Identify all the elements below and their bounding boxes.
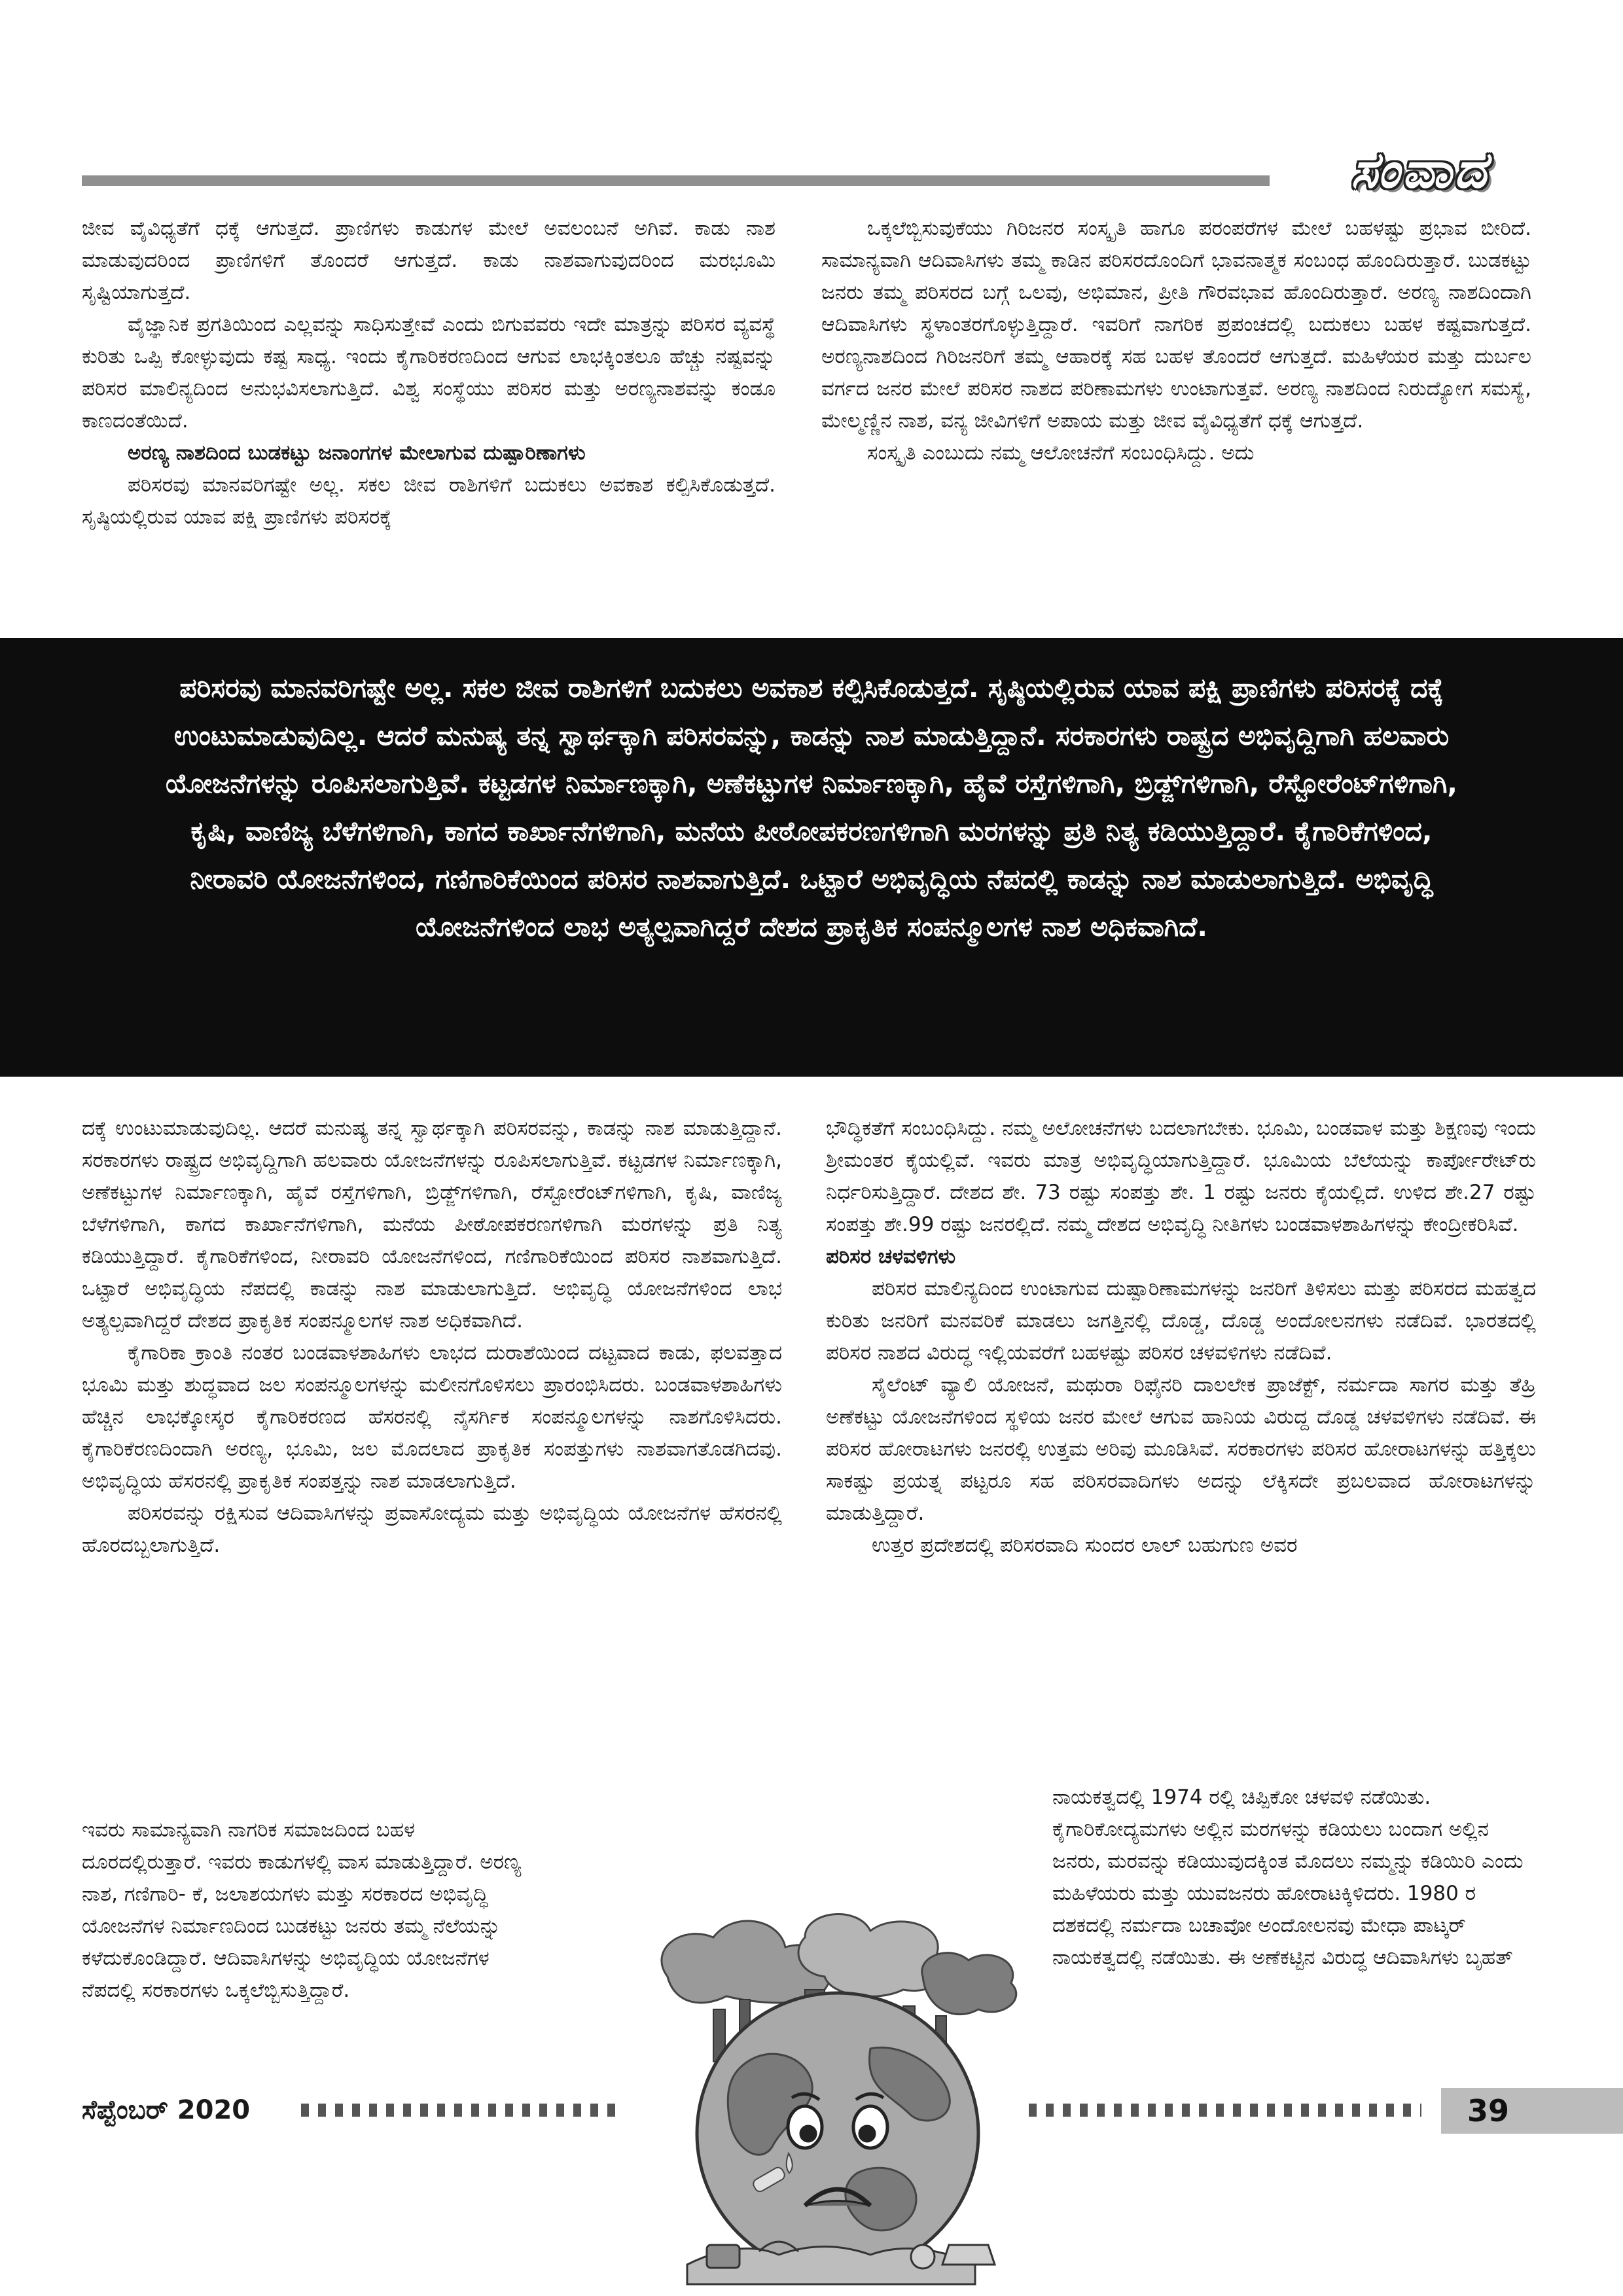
paragraph: ಸಂಸ್ಕೃತಿ ಎಂಬುದು ನಮ್ಮ ಆಲೋಚನೆಗೆ ಸಂಬಂಧಿಸಿದ್ದು. ಅದು: [867, 441, 1255, 465]
bottom-right-narrow-column: [1052, 1782, 1531, 1974]
polluted-earth-illustration: [609, 1898, 1067, 2291]
page-number: 39: [1467, 2093, 1510, 2128]
bottom-left-narrow-column: [82, 1814, 533, 2007]
pull-quote-text: ಪರಿಸರವು ಮಾನವರಿಗಷ್ಟೇ ಅಲ್ಲ. ಸಕಲ ಜೀವ ರಾಶಿಗಳಿಗೆ ಬದುಕಲು ಅವಕಾಶ ಕಲ್ಪಿಸಿಕೊಡುತ್ತದೆ. ಸೃಷ್ಠಿಯಲ್ಲಿರುವ ಯಾವ ಪಕ್ಷಿ ಪ್ರಾಣಿಗಳು ಪರಿಸರಕ್ಕೆ ದಕ್ಕೆ ಉಂಟುಮಾಡುವುದಿಲ್ಲ. ಆದರೆ ಮನುಷ್ಯ ತನ್ನ ಸ್ವಾರ್ಥಕ್ಕಾಗಿ ಪರಿಸರವನ್ನು, ಕಾಡನ್ನು ನಾಶ ಮಾಡುತ್ತಿದ್ದಾನೆ. ಸರಕಾರಗಳು ರಾಷ್ಟ್ರದ ಅಭಿವೃದ್ದಿಗಾಗಿ ಹಲವಾರು ಯೋಜನೆಗಳನ್ನು ರೂಪಿಸಲಾಗುತ್ತಿವೆ. ಕಟ್ಟಡಗಳ ನಿರ್ಮಾಣಕ್ಕಾಗಿ, ಅಣೆಕಟ್ಟುಗಳ ನಿರ್ಮಾಣಕ್ಕಾಗಿ, ಹೈವೆ ರಸ್ತೆಗಳಿಗಾಗಿ, ಬ್ರಿಡ್ಜ್‌ಗಳಿಗಾಗಿ, ರೆಸ್ಟೋರೆಂಟ್‌ಗಳಿಗಾಗಿ, ಕೃಷಿ, ವಾಣಿಜ್ಯ ಬೆಳೆಗಳಿಗಾಗಿ, ಕಾಗದ ಕಾರ್ಖಾನೆಗಳಿಗಾಗಿ, ಮನೆಯ ಪೀಠೋಪಕರಣಗಳಿಗಾಗಿ ಮರಗಳನ್ನು ಪ್ರತಿ ನಿತ್ಯ ಕಡಿಯುತ್ತಿದ್ದಾರೆ. ಕೈಗಾರಿಕೆಗಳಿಂದ, ನೀರಾವರಿ ಯೋಜನೆಗಳಿಂದ, ಗಣಿಗಾರಿಕೆಯಿಂದ ಪರಿಸರ ನಾಶವಾಗುತ್ತಿದೆ. ಒಟ್ಟಾರೆ ಅಭಿವೃದ್ಧಿಯ ನೆಪದಲ್ಲಿ ಕಾಡನ್ನು ನಾಶ ಮಾಡುಲಾಗುತ್ತಿದೆ. ಅಭಿವೃದ್ಧಿ ಯೋಜನೆಗಳಿಂದ ಲಾಭ ಅತ್ಯಲ್ಪವಾಗಿದ್ದರೆ ದೇಶದ ಪ್ರಾಕೃತಿಕ ಸಂಪನ್ಮೂಲಗಳ ನಾಶ ಅಧಿಕವಾಗಿದೆ.: [166, 672, 1457, 942]
paragraph: ಕೈಗಾರಿಕಾ ಕ್ರಾಂತಿ ನಂತರ ಬಂಡವಾಳಶಾಹಿಗಳು ಲಾಭದ ದುರಾಶೆಯಿಂದ ದಟ್ಟವಾದ ಕಾಡು, ಫಲವತ್ತಾದ ಭೂಮಿ ಮತ್ತು ಶುದ್ಧವಾದ ಜಲ ಸಂಪನ್ಮೂಲಗಳನ್ನು ಮಲೀನಗೊಳಿಸಲು ಪ್ರಾರಂಭಿಸಿದರು. ಬಂಡವಾಳಶಾಹಿಗಳು ಹೆಚ್ಚಿನ ಲಾಭಕ್ಕೋಸ್ಕರ ಕೈಗಾರಿಕರಣದ ಹೆಸರನಲ್ಲಿ ನೈಸರ್ಗಿಕ ಸಂಪನ್ಮೂಲಗಳನ್ನು ನಾಶಗೊಳಿಸಿದರು. ಕೈಗಾರಿಕೆರಣದಿಂದಾಗಿ ಅರಣ್ಯ, ಭೂಮಿ, ಜಲ ಮೊದಲಾದ ಪ್ರಾಕೃತಿಕ ಸಂಪತ್ತುಗಳು ನಾಶವಾಗತೊಡಗಿದವು. ಅಭಿವೃದ್ಧಿಯ ಹೆಸರನಲ್ಲಿ ಪ್ರಾಕೃತಿಕ ಸಂಪತ್ತನ್ನು ನಾಶ ಮಾಡಲಾಗುತ್ತಿದೆ.: [82, 1341, 782, 1493]
paragraph: ನಾಯಕತ್ವದಲ್ಲಿ 1974 ರಲ್ಲಿ ಚಿಪ್ಪಿಕೋ ಚಳವಳಿ ನಡೆಯಿತು. ಕೈಗಾರಿಕೋದ್ಯಮಗಳು ಅಲ್ಲಿನ ಮರಗಳನ್ನು ಕಡಿಯಲು ಬಂದಾಗ ಅಲ್ಲಿನ ಜನರು, ಮರವನ್ನು ಕಡಿಯುವುದಕ್ಕಿಂತ ಮೊದಲು ನಮ್ಮನ್ನು ಕಡಿಯಿರಿ ಎಂದು ಮಹಿಳೆಯರು ಮತ್ತು ಯುವಜನರು ಹೋರಾಟಕ್ಕಿಳಿದರು. 1980 ರ ದಶಕದಲ್ಲಿ ನರ್ಮದಾ ಬಚಾವೋ ಅಂದೋಲನವು ಮೇಧಾ ಪಾಟ್ಕರ್ ನಾಯಕತ್ವದಲ್ಲಿ ನಡೆಯಿತು. ಈ ಅಣೆಕಟ್ಟಿನ ವಿರುದ್ಧ ಆದಿವಾಸಿಗಳು ಬೃಹತ್: [1052, 1785, 1524, 1969]
paragraph: ಒಕ್ಕಲೆಬ್ಬಿಸುವುಕೆಯು ಗಿರಿಜನರ ಸಂಸ್ಕೃತಿ ಹಾಗೂ ಪರಂಪರೆಗಳ ಮೇಲೆ ಬಹಳಷ್ಟು ಪ್ರಭಾವ ಬೀರಿದೆ. ಸಾಮಾನ್ಯವಾಗಿ ಆದಿವಾಸಿಗಳು ತಮ್ಮ ಕಾಡಿನ ಪರಿಸರದೊಂದಿಗೆ ಭಾವನಾತ್ಮಕ ಸಂಬಂಧ ಹೊಂದಿರುತ್ತಾರೆ. ಬುಡಕಟ್ಟು ಜನರು ತಮ್ಮ ಪರಿಸರದ ಬಗ್ಗೆ ಒಲವು, ಅಭಿಮಾನ, ಪ್ರೀತಿ ಗೌರವಭಾವ ಹೊಂದಿರುತ್ತಾರೆ. ಅರಣ್ಯ ನಾಶದಿಂದಾಗಿ ಆದಿವಾಸಿಗಳು ಸ್ಥಳಾಂತರಗೊಳ್ಳುತ್ತಿದ್ದಾರೆ. ಇವರಿಗೆ ನಾಗರಿಕ ಪ್ರಪಂಚದಲ್ಲಿ ಬದುಕಲು ಬಹಳ ಕಷ್ಟವಾಗುತ್ತದೆ. ಅರಣ್ಯನಾಶದಿಂದ ಗಿರಿಜನರಿಗೆ ತಮ್ಮ ಆಹಾರಕ್ಕೆ ಸಹ ಬಹಳ ತೊಂದರೆ ಆಗುತ್ತದೆ. ಮಹಿಳೆಯರ ಮತ್ತು ದುರ್ಬಲ ವರ್ಗದ ಜನರ ಮೇಲೆ ಪರಿಸರ ನಾಶದ ಪರಿಣಾಮಗಳು ಉಂಟಾಗುತ್ತವೆ. ಅರಣ್ಯ ನಾಶದಿಂದ ನಿರುದ್ಯೋಗ ಸಮಸ್ಯೆ, ಮೇಲ್ಮಣ್ಣಿನ ನಾಶ, ವನ್ಯ ಜೀವಿಗಳಿಗೆ ಅಪಾಯ ಮತ್ತು ಜೀವ ವೈವಿಧ್ಯತೆಗೆ ಧಕ್ಕೆ ಆಗುತ್ತದೆ.: [821, 217, 1531, 433]
paragraph: ಉತ್ತರ ಪ್ರದೇಶದಲ್ಲಿ ಪರಿಸರವಾದಿ ಸುಂದರ ಲಾಲ್ ಬಹುಗುಣ ಅವರ: [872, 1534, 1298, 1557]
section-heading: ಪರಿಸರ ಚಳವಳಿಗಳು: [826, 1245, 956, 1268]
paragraph: ಪರಿಸರವು ಮಾನವರಿಗಷ್ಟೇ ಅಲ್ಲ. ಸಕಲ ಜೀವ ರಾಶಿಗಳಿಗೆ ಬದುಕಲು ಅವಕಾಶ ಕಲ್ಪಿಸಿಕೊಡುತ್ತದೆ. ಸೃಷ್ಠಿಯಲ್ಲಿರುವ ಯಾವ ಪಕ್ಷಿ ಪ್ರಾಣಿಗಳು ಪರಿಸರಕ್ಕೆ: [82, 473, 776, 529]
section-heading: ಅರಣ್ಯ ನಾಶದಿಂದ ಬುಡಕಟ್ಟು ಜನಾಂಗಗಳ ಮೇಲಾಗುವ ದುಷ್ಪಾರಿಣಾಗಳು: [128, 441, 586, 465]
footer-date: ಸೆಪ್ಟೆಂಬರ್ 2020: [82, 2095, 251, 2125]
paragraph: ಜೀವ ವೈವಿಧ್ಯತೆಗೆ ಧಕ್ಕೆ ಆಗುತ್ತದೆ. ಪ್ರಾಣಿಗಳು ಕಾಡುಗಳ ಮೇಲೆ ಅವಲಂಬನೆ ಅಗಿವೆ. ಕಾಡು ನಾಶ ಮಾಡುವುದರಿಂದ ಪ್ರಾಣಿಗಳಿಗೆ ತೊಂದರೆ ಆಗುತ್ತದೆ. ಕಾಡು ನಾಶವಾಗುವುದರಿಂದ ಮರಭೂಮಿ ಸೃಷ್ಟಿಯಾಗುತ್ತದೆ.: [82, 217, 776, 304]
footer-dotted-rule: [301, 2104, 615, 2117]
masthead-rule: [82, 175, 1270, 186]
paragraph: ಪರಿಸರ ಮಾಲಿನ್ಯದಿಂದ ಉಂಟಾಗುವ ದುಷ್ಪಾರಿಣಾಮಗಳನ್ನು ಜನರಿಗೆ ತಿಳಿಸಲು ಮತ್ತು ಪರಿಸರದ ಮಹತ್ವದ ಕುರಿತು ಜನರಿಗೆ ಮನವರಿಕೆ ಮಾಡಲು ಜಗತ್ತಿನಲ್ಲಿ ದೊಡ್ಡ, ದೊಡ್ಡ ಅಂದೋಲನಗಳು ನಡೆದಿವೆ. ಭಾರತದಲ್ಲಿ ಪರಿಸರ ನಾಶದ ವಿರುದ್ಧ ಇಲ್ಲಿಯವರೆಗೆ ಬಹಳಷ್ಟು ಪರಿಸರ ಚಳವಳಿಗಳು ನಡೆದಿವೆ.: [826, 1277, 1536, 1365]
page-number-box: [1441, 2088, 1623, 2134]
paragraph: ಪರಿಸರವನ್ನು ರಕ್ಷಿಸುವ ಆದಿವಾಸಿಗಳನ್ನು ಪ್ರವಾಸೋದ್ಯಮ ಮತ್ತು ಅಭಿವೃದ್ಧಿಯ ಯೋಜನೆಗಳ ಹೆಸರನಲ್ಲಿ ಹೊರದಬ್ಬಲಾಗುತ್ತಿದೆ.: [82, 1501, 782, 1557]
smoke-cloud-icon: [662, 1914, 946, 2003]
garbage-pile-icon: [687, 2242, 995, 2284]
paragraph: ಭೌದ್ಧಿಕತೆಗೆ ಸಂಬಂಧಿಸಿದ್ದು. ನಮ್ಮ ಅಲೋಚನೆಗಳು ಬದಲಾಗಬೇಕು. ಭೂಮಿ, ಬಂಡವಾಳ ಮತ್ತು ಶಿಕ್ಷಣವು ಇಂದು ಶ್ರೀಮಂತರ ಕೈಯಲ್ಲಿವೆ. ಇವರು ಮಾತ್ರ ಅಭಿವೃದ್ಧಿಯಾಗುತ್ತಿದ್ದಾರೆ. ಭೂಮಿಯ ಬೆಲೆಯನ್ನು ಕಾರ್ಪೋರೇಟ್‌ರು ನಿರ್ಧರಿಸುತ್ತಿದ್ದಾರೆ. ದೇಶದ ಶೇ. 73 ರಷ್ಟು ಸಂಪತ್ತು ಶೇ. 1 ರಷ್ಟು ಜನರು ಕೈಯಲ್ಲಿದೆ. ಉಳಿದ ಶೇ.27 ರಷ್ಟು ಸಂಪತ್ತು ಶೇ.99 ರಷ್ಟು ಜನರಲ್ಲಿದೆ. ನಮ್ಮ ದೇಶದ ಅಭಿವೃದ್ಧಿ ನೀತಿಗಳು ಬಂಡವಾಳಶಾಹಿಗಳನ್ನು ಕೇಂದ್ರೀಕರಿಸಿವೆ.: [826, 1117, 1536, 1236]
pull-quote-band: [0, 638, 1623, 1077]
bottom-left-column: [82, 1113, 782, 1562]
masthead-logo: ಸಂವಾದ: [1351, 141, 1489, 199]
paragraph: ಸೈಲೆಂಟ್ ವ್ಯಾಲಿ ಯೋಜನೆ, ಮಥುರಾ ರಿಫೈನರಿ ದಾಲಲೇಕ ಪ್ರಾಜೆಕ್ಟ್, ನರ್ಮದಾ ಸಾಗರ ಮತ್ತು ತೆಹ್ರಿ ಅಣೆಕಟ್ಟು ಯೋಜನೆಗಳಿಂದ ಸ್ಥಳಿಯ ಜನರ ಮೇಲೆ ಆಗುವ ಹಾನಿಯ ವಿರುದ್ದ ದೊಡ್ಡ ಚಳವಳಿಗಳು ನಡೆದಿವೆ. ಈ ಪರಿಸರ ಹೋರಾಟಗಳು ಜನರಲ್ಲಿ ಉತ್ತಮ ಅರಿವು ಮೂಡಿಸಿವೆ. ಸರಕಾರಗಳು ಪರಿಸರ ಹೋರಾಟಗಳನ್ನು ಹತ್ತಿಕ್ಕಲು ಸಾಕಷ್ಟು ಪ್ರಯತ್ನ ಪಟ್ಟರೂ ಸಹ ಪರಿಸರವಾದಿಗಳು ಅದನ್ನು ಲೆಕ್ಕಿಸದೇ ಪ್ರಬಲವಾದ ಹೋರಾಟಗಳನ್ನು ಮಾಡುತ್ತಿದ್ದಾರೆ.: [826, 1373, 1536, 1525]
paragraph: ಇವರು ಸಾಮಾನ್ಯವಾಗಿ ನಾಗರಿಕ ಸಮಾಜದಿಂದ ಬಹಳ ದೂರದಲ್ಲಿರುತ್ತಾರೆ. ಇವರು ಕಾಡುಗಳಲ್ಲಿ ವಾಸ ಮಾಡುತ್ತಿದ್ದಾರೆ. ಅರಣ್ಯ ನಾಶ, ಗಣಿಗಾರಿ- ಕೆ, ಜಲಾಶಯಗಳು ಮತ್ತು ಸರಕಾರದ ಅಭಿವೃದ್ಧಿ ಯೋಜನೆಗಳ ನಿರ್ಮಾಣದಿಂದ ಬುಡಕಟ್ಟು ಜನರು ತಮ್ಮ ನೆಲೆಯನ್ನು ಕಳೆದುಕೊಂಡಿದ್ದಾರೆ. ಆದಿವಾಸಿಗಳನ್ನು ಅಭಿವೃದ್ಧಿಯ ಯೋಜನೆಗಳ ನೆಪದಲ್ಲಿ ಸರಕಾರಗಳು ಒಕ್ಕಲೆಬ್ಬಿಸುತ್ತಿದ್ದಾರೆ.: [82, 1818, 522, 2002]
top-right-column: [821, 213, 1531, 469]
paragraph: ದಕ್ಕೆ ಉಂಟುಮಾಡುವುದಿಲ್ಲ. ಆದರೆ ಮನುಷ್ಯ ತನ್ನ ಸ್ವಾರ್ಥಕ್ಕಾಗಿ ಪರಿಸರವನ್ನು, ಕಾಡನ್ನು ನಾಶ ಮಾಡುತ್ತಿದ್ದಾನೆ. ಸರಕಾರಗಳು ರಾಷ್ಟ್ರದ ಅಭಿವೃದ್ದಿಗಾಗಿ ಹಲವಾರು ಯೋಜನೆಗಳನ್ನು ರೂಪಿಸಲಾಗುತ್ತಿವೆ. ಕಟ್ಟಡಗಳ ನಿರ್ಮಾಣಕ್ಕಾಗಿ, ಅಣೆಕಟ್ಟುಗಳ ನಿರ್ಮಾಣಕ್ಕಾಗಿ, ಹೈವೆ ರಸ್ತೆಗಳಿಗಾಗಿ, ಬ್ರಿಡ್ಜ್‌ಗಳಿಗಾಗಿ, ರೆಸ್ಟೋರೆಂಟ್‌ಗಳಿಗಾಗಿ, ಕೃಷಿ, ವಾಣಿಜ್ಯ ಬೆಳೆಗಳಿಗಾಗಿ, ಕಾಗದ ಕಾರ್ಖಾನೆಗಳಿಗಾಗಿ, ಮನೆಯ ಪೀಠೋಪಕರಣಗಳಿಗಾಗಿ ಮರಗಳನ್ನು ಪ್ರತಿ ನಿತ್ಯ ಕಡಿಯುತ್ತಿದ್ದಾರೆ. ಕೈಗಾರಿಕೆಗಳಿಂದ, ನೀರಾವರಿ ಯೋಜನೆಗಳಿಂದ, ಗಣಿಗಾರಿಕೆಯಿಂದ ಪರಿಸರ ನಾಶವಾಗುತ್ತಿದೆ. ಒಟ್ಟಾರೆ ಅಭಿವೃದ್ಧಿಯ ನೆಪದಲ್ಲಿ ಕಾಡನ್ನು ನಾಶ ಮಾಡುಲಾಗುತ್ತಿದೆ. ಅಭಿವೃದ್ಧಿ ಯೋಜನೆಗಳಿಂದ ಲಾಭ ಅತ್ಯಲ್ಪವಾಗಿದ್ದರೆ ದೇಶದ ಪ್ರಾಕೃತಿಕ ಸಂಪನ್ಮೂಲಗಳ ನಾಶ ಅಧಿಕವಾಗಿದೆ.: [82, 1117, 782, 1333]
top-left-column: [82, 213, 776, 533]
paragraph: ವೈಜ್ಞಾನಿಕ ಪ್ರಗತಿಯಿಂದ ಎಲ್ಲವನ್ನು ಸಾಧಿಸುತ್ತೇವೆ ಎಂದು ಬಿಗುವವರು ಇದೇ ಮಾತ್ರನ್ನು ಪರಿಸರ ವ್ಯವಸ್ಥೆ ಕುರಿತು ಒಪ್ಪಿ ಕೋಳ್ಳುವುದು ಕಷ್ಟ ಸಾಧ್ಯ. ಇಂದು ಕೈಗಾರಿಕರಣದಿಂದ ಆಗುವ ಲಾಭಕ್ಕಿಂತಲೂ ಹೆಚ್ಚು ನಷ್ಟವನ್ನು ಪರಿಸರ ಮಾಲಿನ್ಯದಿಂದ ಅನುಭವಿಸಲಾಗುತ್ತಿದೆ. ವಿಶ್ವ ಸಂಸ್ಥೆಯು ಪರಿಸರ ಮತ್ತು ಅರಣ್ಯನಾಶವನ್ನು ಕಂಡೂ ಕಾಣದಂತೆಯಿದೆ.: [82, 313, 776, 433]
smoke-cloud-icon: [922, 1953, 1016, 2015]
footer-dotted-rule: [1029, 2104, 1421, 2117]
bottom-right-column: [826, 1113, 1536, 1562]
